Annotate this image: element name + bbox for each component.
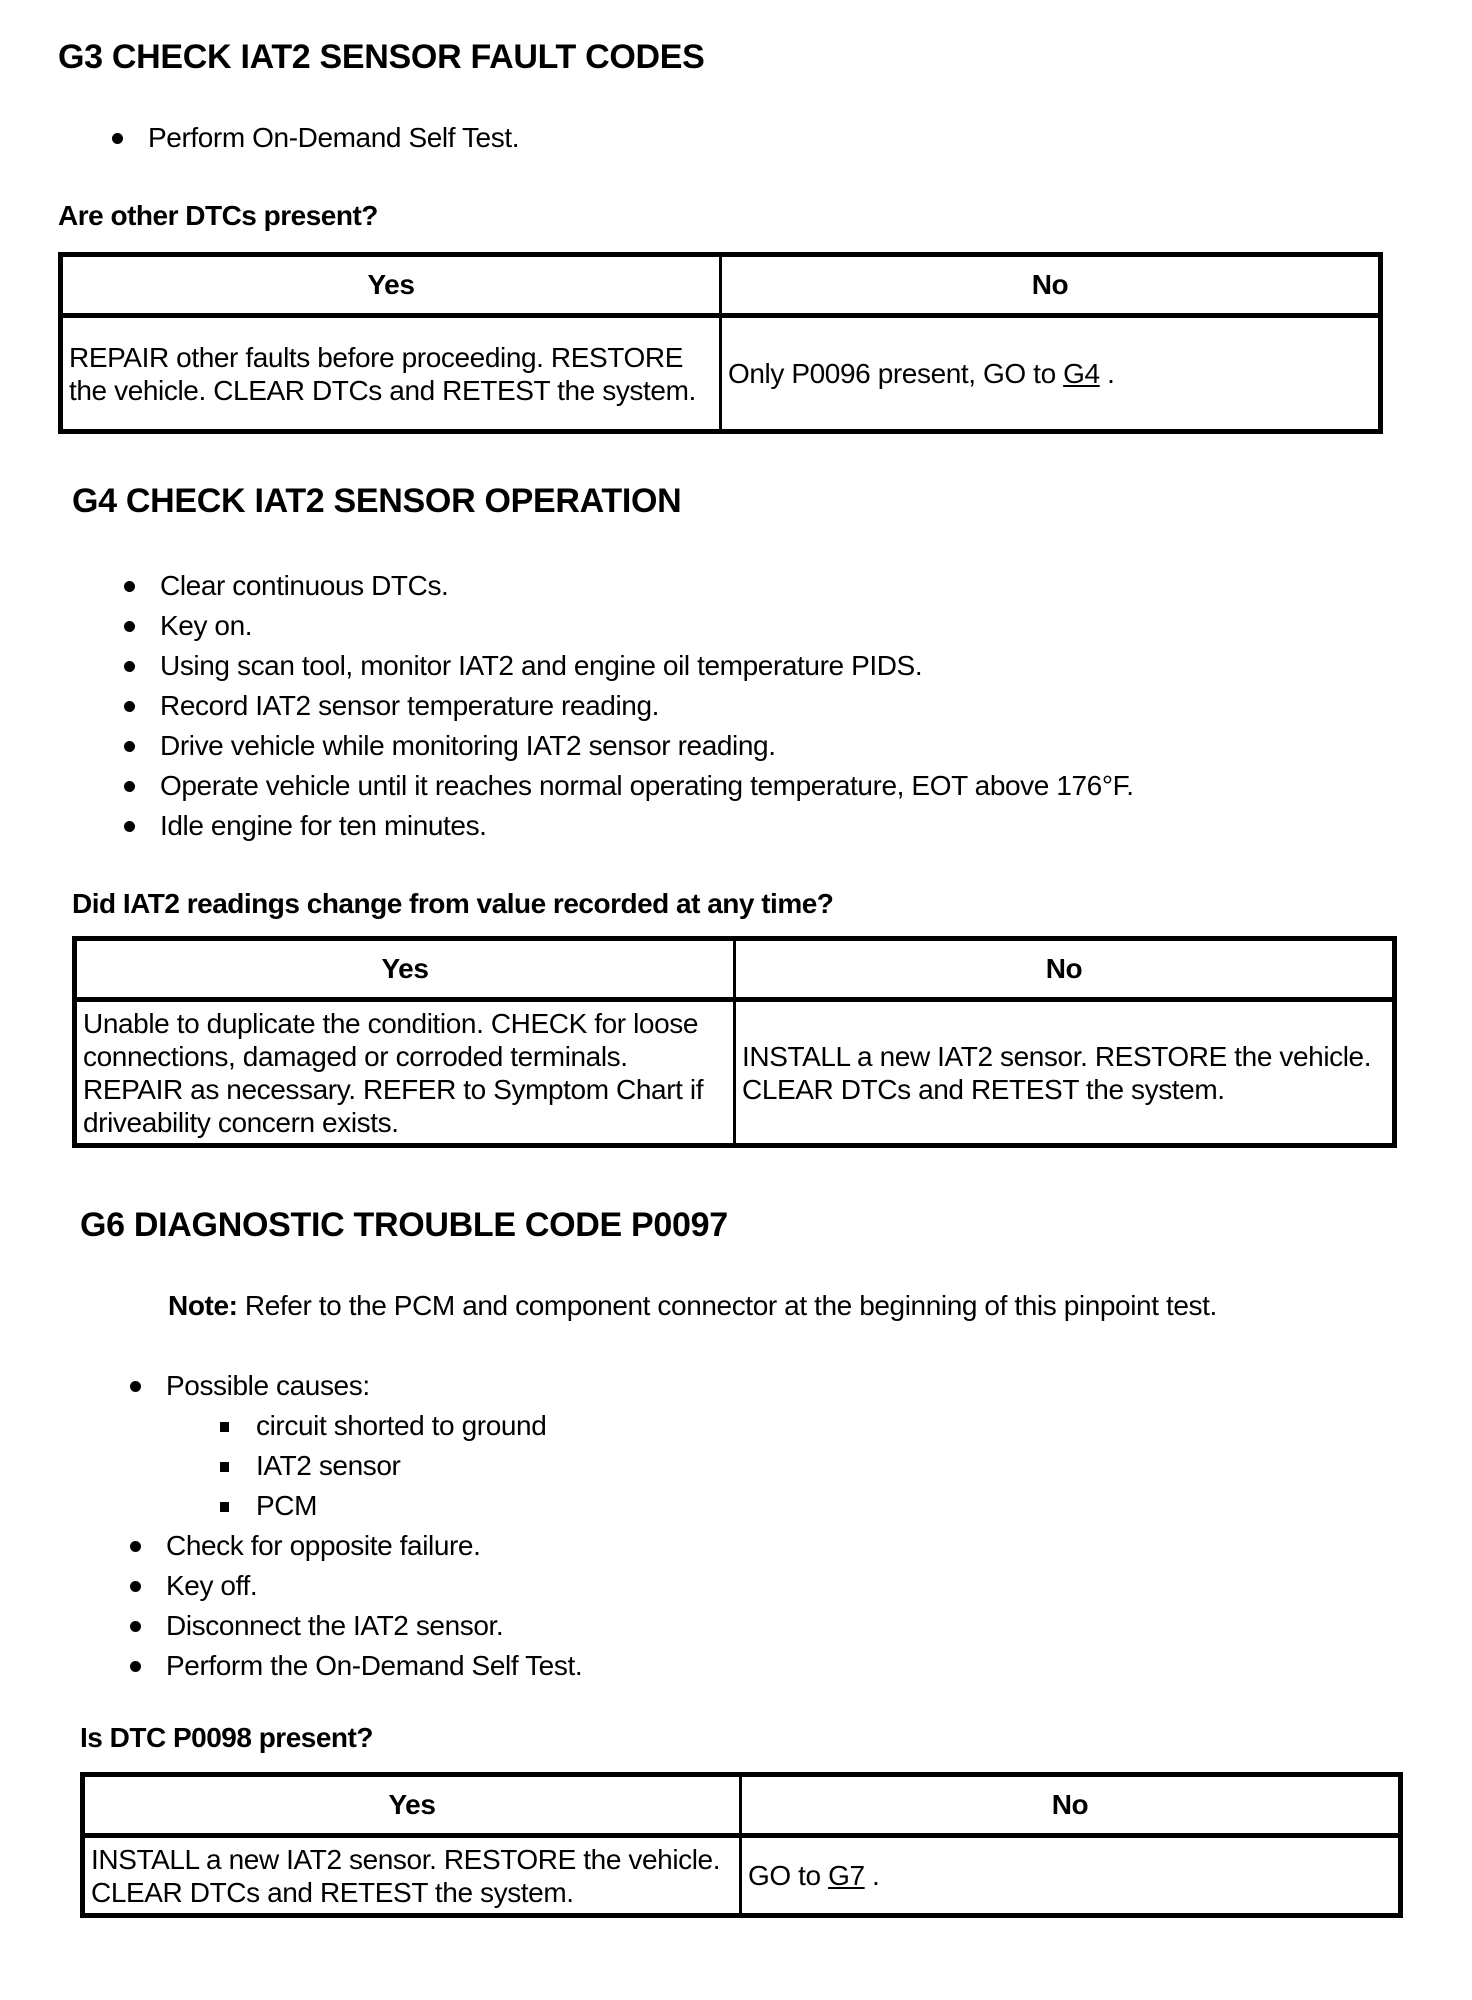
symptom-chart-link[interactable]: Symptom Chart [493, 1073, 683, 1105]
cause-item: PCM [220, 1486, 582, 1526]
g4-question: Did IAT2 readings change from value recorded at any time? [72, 888, 834, 919]
cause-item: IAT2 sensor [220, 1446, 582, 1486]
bullet-icon [124, 581, 135, 592]
bullet-icon [130, 1381, 141, 1392]
bullet-icon [124, 741, 135, 752]
cause-item: circuit shorted to ground [220, 1406, 582, 1446]
g3-question: Are other DTCs present? [58, 200, 378, 231]
bullet-icon [124, 661, 135, 672]
square-bullet-icon [220, 1462, 229, 1472]
yes-header: Yes [83, 1775, 741, 1836]
list-item: Key off. [130, 1566, 582, 1606]
no-header: No [741, 1775, 1401, 1836]
g3-steps [112, 118, 519, 158]
yes-cell: INSTALL a new IAT2 sensor. RESTORE the vehicle. CLEAR DTCs and RETEST the system. [83, 1836, 741, 1916]
bullet-icon [130, 1621, 141, 1632]
no-header: No [721, 255, 1381, 316]
yes-cell: Unable to duplicate the condition. CHECK for loose connections, damaged or corroded terminals. REPAIR as necessary. REFER to Symptom Chart if driveability concern exists. [75, 1000, 735, 1146]
bullet-icon [130, 1581, 141, 1592]
bullet-icon [124, 781, 135, 792]
yes-header: Yes [61, 255, 721, 316]
g4-steps [124, 566, 1134, 846]
g6-decision-table [80, 1772, 1403, 1918]
note-text: Refer to the PCM and component connector at the beginning of this pinpoint test. [237, 1290, 1217, 1321]
list-item: Perform On-Demand Self Test. [112, 118, 519, 158]
g3-heading: G3 CHECK IAT2 SENSOR FAULT CODES [58, 38, 705, 76]
g4-link[interactable]: G4 [1063, 358, 1100, 389]
no-cell: GO to G7 . [741, 1836, 1401, 1916]
note-label: Note: [168, 1290, 238, 1321]
no-cell: Only P0096 present, GO to G4 . [721, 316, 1381, 432]
list-item: Idle engine for ten minutes. [124, 806, 1134, 846]
g6-steps [130, 1366, 582, 1686]
bullet-icon [130, 1541, 141, 1552]
bullet-icon [130, 1661, 141, 1672]
list-item: Disconnect the IAT2 sensor. [130, 1606, 582, 1646]
list-item: Using scan tool, monitor IAT2 and engine oil temperature PIDS. [124, 646, 1134, 686]
no-cell: INSTALL a new IAT2 sensor. RESTORE the vehicle. CLEAR DTCs and RETEST the system. [735, 1000, 1395, 1146]
no-header: No [735, 939, 1395, 1000]
list-item: Clear continuous DTCs. [124, 566, 1134, 606]
g7-link[interactable]: G7 [828, 1860, 865, 1891]
bullet-icon [124, 621, 135, 632]
g6-note [168, 1290, 1217, 1322]
g4-heading: G4 CHECK IAT2 SENSOR OPERATION [72, 482, 682, 520]
bullet-icon [112, 133, 123, 144]
square-bullet-icon [220, 1422, 229, 1432]
yes-cell: REPAIR other faults before proceeding. RESTORE the vehicle. CLEAR DTCs and RETEST the system. [61, 316, 721, 432]
causes-list [220, 1406, 582, 1526]
list-item: Drive vehicle while monitoring IAT2 sensor reading. [124, 726, 1134, 766]
list-item: Check for opposite failure. [130, 1526, 582, 1566]
list-item: Perform the On-Demand Self Test. [130, 1646, 582, 1686]
list-item: Possible causes: circuit shorted to ground IAT2 sensor PCM [130, 1366, 582, 1526]
list-item: Key on. [124, 606, 1134, 646]
g6-question: Is DTC P0098 present? [80, 1722, 373, 1753]
bullet-icon [124, 821, 135, 832]
bullet-icon [124, 701, 135, 712]
g4-decision-table [72, 936, 1397, 1148]
g3-decision-table [58, 252, 1383, 434]
g6-heading: G6 DIAGNOSTIC TROUBLE CODE P0097 [80, 1206, 728, 1244]
yes-header: Yes [75, 939, 735, 1000]
list-item: Operate vehicle until it reaches normal operating temperature, EOT above 176°F. [124, 766, 1134, 806]
list-item: Record IAT2 sensor temperature reading. [124, 686, 1134, 726]
square-bullet-icon [220, 1502, 229, 1512]
